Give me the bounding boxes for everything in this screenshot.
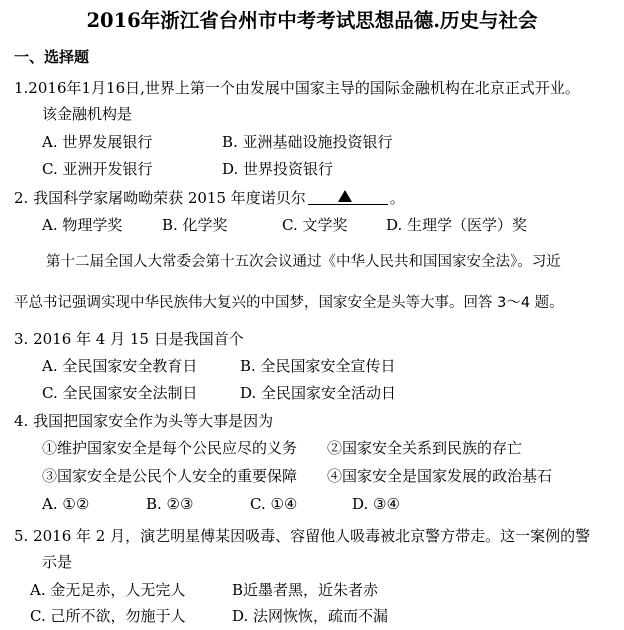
q2-stem-end: 。 bbox=[389, 189, 405, 207]
q5-stem-line2: 示是 bbox=[42, 553, 73, 571]
q3-option-c: C. 全民国家安全法制日 bbox=[42, 384, 198, 402]
q2-option-a: A. 物理学奖 bbox=[42, 216, 123, 234]
q5-option-d: D. 法网恢恢，疏而不漏 bbox=[232, 607, 389, 625]
passage-line1: 第十二届全国人大常委会第十五次会议通过《中华人民共和国国家安全法》。习近 bbox=[46, 254, 561, 270]
q1-option-c: C. 亚洲开发银行 bbox=[42, 160, 153, 178]
q1-stem-line1: 1.2016年1月16日,世界上第一个由发展中国家主导的国际金融机构在北京正式开业。 bbox=[14, 79, 580, 97]
q5-option-a: A. 金无足赤，人无完人 bbox=[30, 581, 186, 599]
q4-statement-4: ④国家安全是国家发展的政治基石 bbox=[327, 467, 553, 485]
exam-title: 2016年浙江省台州市中考考试思想品德.历史与社会 bbox=[86, 9, 538, 32]
passage-line2: 平总书记强调实现中华民族伟大复兴的中国梦，国家安全是头等大事。回答 3～4 题。 bbox=[14, 295, 564, 311]
q2-option-b: B. 化学奖 bbox=[162, 216, 228, 234]
q5-option-b: B近墨者黑，近朱者赤 bbox=[232, 581, 379, 599]
q4-option-a: A. ①② bbox=[42, 495, 90, 513]
q4-option-c: C. ①④ bbox=[250, 495, 298, 513]
q3-option-b: B. 全民国家安全宣传日 bbox=[240, 357, 396, 375]
q3-stem: 3. 2016 年 4 月 15 日是我国首个 bbox=[14, 330, 244, 348]
answer-blank bbox=[308, 190, 388, 205]
q4-statement-2: ②国家安全关系到民族的存亡 bbox=[327, 439, 523, 457]
q4-option-d: D. ③④ bbox=[352, 495, 400, 513]
q1-option-b: B. 亚洲基础设施投资银行 bbox=[222, 133, 393, 151]
q1-stem-line2: 该金融机构是 bbox=[42, 105, 133, 123]
q2-option-c: C. 文学奖 bbox=[282, 216, 348, 234]
q3-option-a: A. 全民国家安全教育日 bbox=[42, 357, 198, 375]
q3-option-d: D. 全民国家安全活动日 bbox=[240, 384, 397, 402]
q1-option-a: A. 世界发展银行 bbox=[42, 133, 153, 151]
q2-stem-text: 2. 我国科学家屠呦呦荣获 2015 年度诺贝尔 bbox=[14, 189, 306, 207]
section-heading: 一、选择题 bbox=[14, 48, 90, 66]
q5-option-c: C. 己所不欲，勿施于人 bbox=[30, 607, 186, 625]
q5-stem-line1: 5. 2016 年 2 月，演艺明星傅某因吸毒、容留他人吸毒被北京警方带走。这一案例的警 bbox=[14, 527, 591, 545]
q4-stem: 4. 我国把国家安全作为头等大事是因为 bbox=[14, 412, 274, 430]
q4-statement-3: ③国家安全是公民个人安全的重要保障 bbox=[42, 467, 298, 485]
q4-statement-1: ①维护国家安全是每个公民应尽的义务 bbox=[42, 439, 298, 457]
q2-option-d: D. 生理学（医学）奖 bbox=[386, 216, 528, 234]
q2-stem bbox=[14, 188, 405, 208]
q1-option-d: D. 世界投资银行 bbox=[222, 160, 334, 178]
triangle-placeholder-icon bbox=[338, 190, 352, 202]
q4-option-b: B. ②③ bbox=[146, 495, 194, 513]
